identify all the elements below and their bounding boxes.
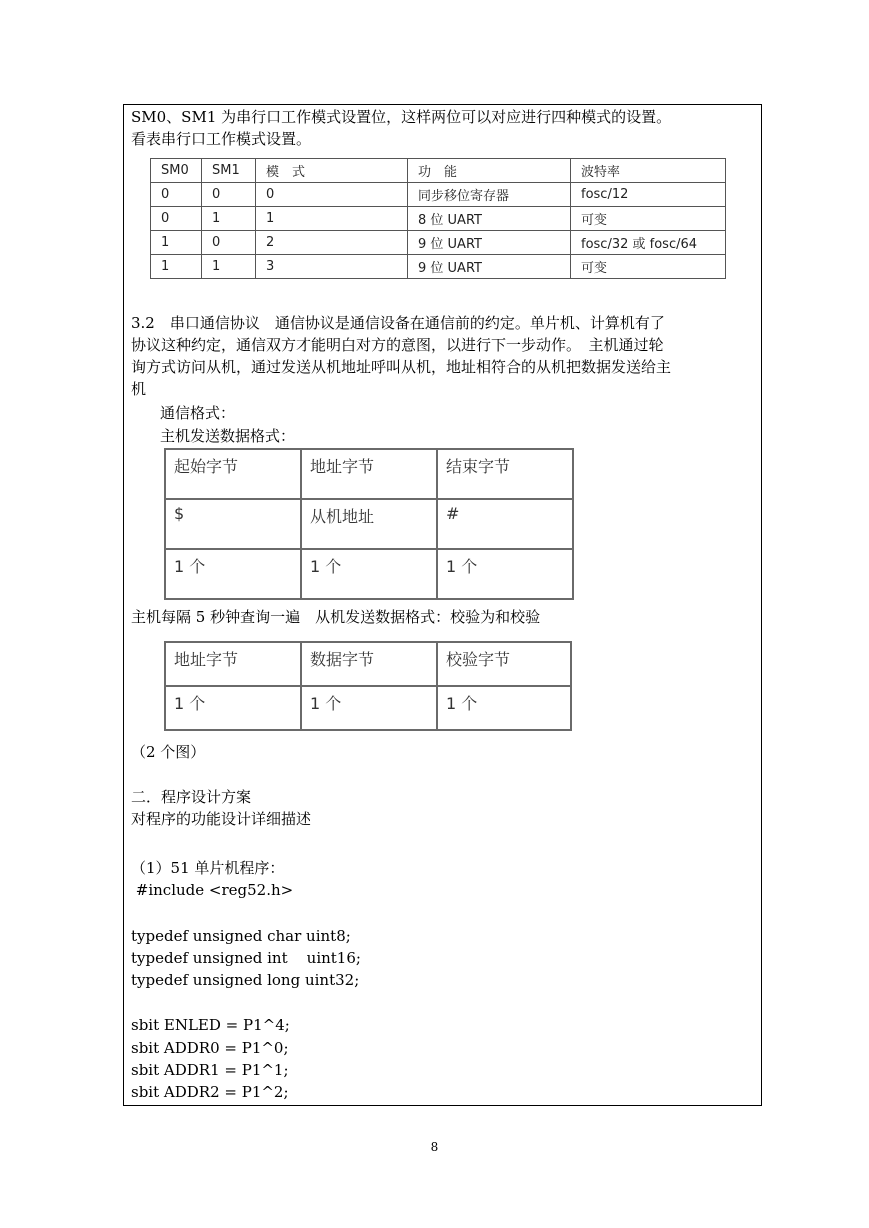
table-row xyxy=(151,255,726,279)
table-cell: 1 个 xyxy=(437,686,571,730)
host-format-title: 主机发送数据格式： xyxy=(160,427,296,445)
table-row xyxy=(165,549,573,599)
table-row xyxy=(151,183,726,207)
table-header-cell: SM1 xyxy=(202,159,256,183)
table-header-cell: 模 式 xyxy=(256,159,408,183)
table-cell: fosc/12 xyxy=(571,183,726,207)
slave-format-table xyxy=(164,641,572,731)
table-header-row xyxy=(151,159,726,183)
table-row xyxy=(165,499,573,549)
format-title: 通信格式： xyxy=(160,404,236,422)
table-cell: 同步移位寄存器 xyxy=(408,183,571,207)
table-cell: 1 xyxy=(151,231,202,255)
protocol-line-3: 询方式访问从机，通过发送从机地址呼叫从机，地址相符合的从机把数据发送给主 xyxy=(131,358,672,376)
table-header-cell: 功 能 xyxy=(408,159,571,183)
table-cell: 2 xyxy=(256,231,408,255)
protocol-line-1: 3.2 串口通信协议 通信协议是通信设备在通信前的约定。单片机、计算机有了 xyxy=(131,314,665,332)
table-cell: 0 xyxy=(151,183,202,207)
table-header-cell: SM0 xyxy=(151,159,202,183)
table-cell: 1 xyxy=(202,255,256,279)
table-header-cell: 地址字节 xyxy=(165,642,301,686)
table-row xyxy=(151,231,726,255)
table-row xyxy=(151,207,726,231)
table-header-row xyxy=(165,449,573,499)
code-include: #include <reg52.h> xyxy=(131,881,294,899)
table-cell: $ xyxy=(165,499,301,549)
code-line: sbit ADDR0 = P1^0; xyxy=(131,1039,289,1057)
table-header-cell: 起始字节 xyxy=(165,449,301,499)
table-cell: 1 xyxy=(256,207,408,231)
figure-note: （2 个图） xyxy=(131,743,206,761)
table-cell: 9 位 UART xyxy=(408,255,571,279)
table-header-cell: 结束字节 xyxy=(437,449,573,499)
table-cell: 可变 xyxy=(571,207,726,231)
table-cell: 可变 xyxy=(571,255,726,279)
table-cell: 1 个 xyxy=(437,549,573,599)
table-cell: 1 个 xyxy=(165,686,301,730)
mode-table xyxy=(150,158,726,279)
intro-line-2: 看表串行口工作模式设置。 xyxy=(131,130,312,148)
page-number: 8 xyxy=(430,1140,439,1154)
code-line: typedef unsigned char uint8; xyxy=(131,927,351,945)
code-line: sbit ENLED = P1^4; xyxy=(131,1016,290,1034)
section-title: 二．程序设计方案 xyxy=(131,788,252,806)
table-header-cell: 数据字节 xyxy=(301,642,437,686)
table-cell: 1 xyxy=(202,207,256,231)
table-cell: # xyxy=(437,499,573,549)
table-header-cell: 波特率 xyxy=(571,159,726,183)
protocol-line-2: 协议这种约定，通信双方才能明白对方的意图，以进行下一步动作。 主机通过轮 xyxy=(131,336,664,354)
table-cell: 0 xyxy=(256,183,408,207)
code-line: sbit ADDR1 = P1^1; xyxy=(131,1061,289,1079)
table-header-cell: 地址字节 xyxy=(301,449,437,499)
program-title: （1）51 单片机程序： xyxy=(131,859,285,877)
slave-format-line: 主机每隔 5 秒钟查询一遍 从机发送数据格式：校验为和校验 xyxy=(131,608,541,626)
table-cell: 0 xyxy=(151,207,202,231)
table-cell: 9 位 UART xyxy=(408,231,571,255)
table-cell: 1 xyxy=(151,255,202,279)
section-description: 对程序的功能设计详细描述 xyxy=(131,810,312,828)
intro-line-1: SM0、SM1 为串行口工作模式设置位，这样两位可以对应进行四种模式的设置。 xyxy=(131,108,672,126)
table-cell: 1 个 xyxy=(301,549,437,599)
table-cell: 1 个 xyxy=(165,549,301,599)
code-line: sbit ADDR2 = P1^2; xyxy=(131,1083,289,1101)
code-line: typedef unsigned long uint32; xyxy=(131,971,360,989)
host-format-table xyxy=(164,448,574,600)
table-cell: 0 xyxy=(202,183,256,207)
table-header-cell: 校验字节 xyxy=(437,642,571,686)
table-cell: 3 xyxy=(256,255,408,279)
table-cell: 从机地址 xyxy=(301,499,437,549)
table-header-row xyxy=(165,642,571,686)
table-cell: fosc/32 或 fosc/64 xyxy=(571,231,726,255)
table-cell: 1 个 xyxy=(301,686,437,730)
protocol-line-4: 机 xyxy=(131,380,147,398)
table-cell: 0 xyxy=(202,231,256,255)
table-row xyxy=(165,686,571,730)
code-line: typedef unsigned int uint16; xyxy=(131,949,361,967)
table-cell: 8 位 UART xyxy=(408,207,571,231)
